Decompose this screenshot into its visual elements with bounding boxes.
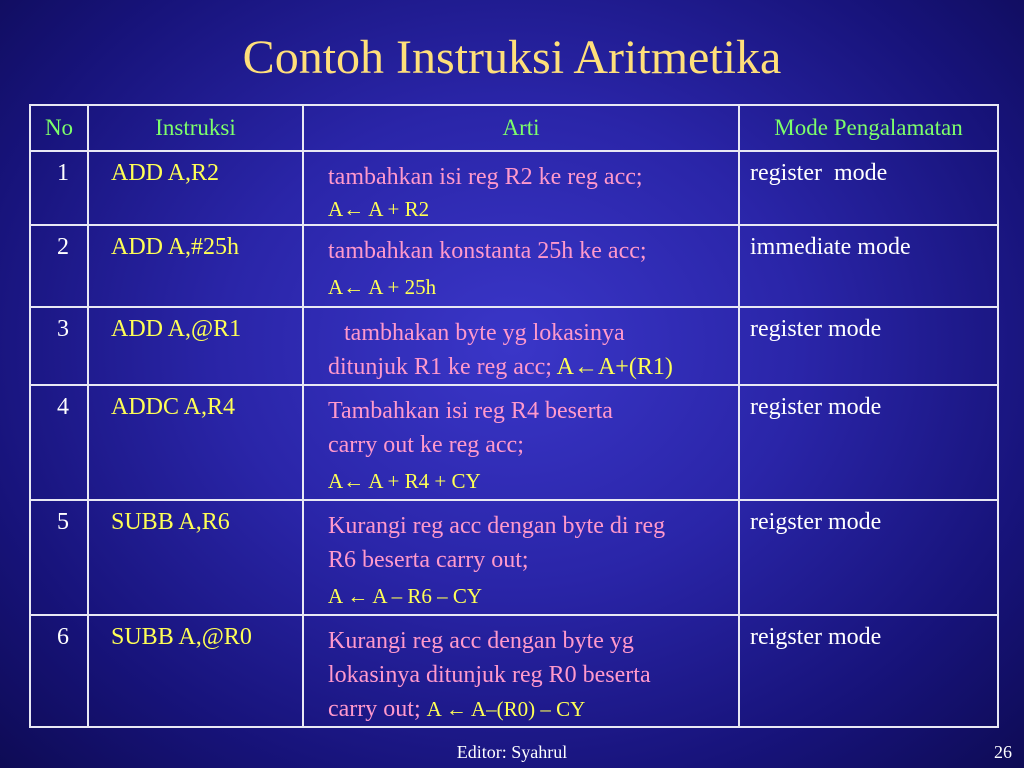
slide-title: Contoh Instruksi Aritmetika [242,31,782,84]
meaning-line: carry out ke reg acc; [328,432,524,458]
row-number: 4 [30,385,88,500]
meaning-line: tambahkan isi reg R2 ke reg acc; [328,164,643,190]
row-mode: reigster mode [739,500,998,615]
meaning-line: tambahkan konstanta 25h ke acc; [328,238,647,264]
table-row [30,385,998,500]
table-row [30,615,998,727]
meaning-equation: A ← A–(R0) – CY [426,697,586,721]
table-row [30,151,998,225]
meaning-equation: A← A + R2 [328,197,430,221]
meaning-equation: A← A + R4 + CY [328,469,481,493]
meaning-line: Tambahkan isi reg R4 beserta [328,398,613,424]
row-number: 2 [30,225,88,307]
meaning-line: Kurangi reg acc dengan byte di reg [328,513,666,539]
meaning-equation: A← A + 25h [328,275,437,299]
row-mode: register mode [739,307,998,385]
row-mode: immediate mode [739,225,998,307]
row-meaning [303,151,739,225]
row-instruction: ADD A,@R1 [88,307,303,385]
meaning-line: carry out; [328,696,421,722]
header-arti: Arti [303,105,739,151]
header-no: No [30,105,88,151]
row-mode: register mode [739,385,998,500]
meaning-line: Kurangi reg acc dengan byte yg [328,628,634,654]
row-meaning [303,225,739,307]
meaning-equation: A ← A – R6 – CY [328,584,483,608]
table-row [30,500,998,615]
header-mode: Mode Pengalamatan [739,105,998,151]
meaning-line: ditunjuk R1 ke reg acc; [328,354,552,380]
table-row [30,225,998,307]
row-instruction: ADDC A,R4 [88,385,303,500]
meaning-line: R6 beserta carry out; [328,547,529,573]
meaning-equation: A←A+(R1) [556,354,673,380]
row-instruction: ADD A,R2 [88,151,303,225]
footer-editor: Editor: Syahrul [456,742,568,762]
row-meaning [303,385,739,500]
row-meaning [303,500,739,615]
table-header-row [30,105,998,151]
header-instruksi: Instruksi [88,105,303,151]
row-number: 6 [30,615,88,727]
page-number: 26 [994,742,1012,762]
row-number: 1 [30,151,88,225]
row-meaning [303,307,739,385]
row-number: 5 [30,500,88,615]
row-mode: reigster mode [739,615,998,727]
row-mode: register mode [739,151,998,225]
meaning-line: tambhakan byte yg lokasinya [344,320,625,346]
row-instruction: SUBB A,@R0 [88,615,303,727]
row-instruction: ADD A,#25h [88,225,303,307]
meaning-line: lokasinya ditunjuk reg R0 beserta [328,662,651,688]
row-meaning [303,615,739,727]
table-row [30,307,998,385]
instruction-table [29,104,999,728]
row-instruction: SUBB A,R6 [88,500,303,615]
row-number: 3 [30,307,88,385]
